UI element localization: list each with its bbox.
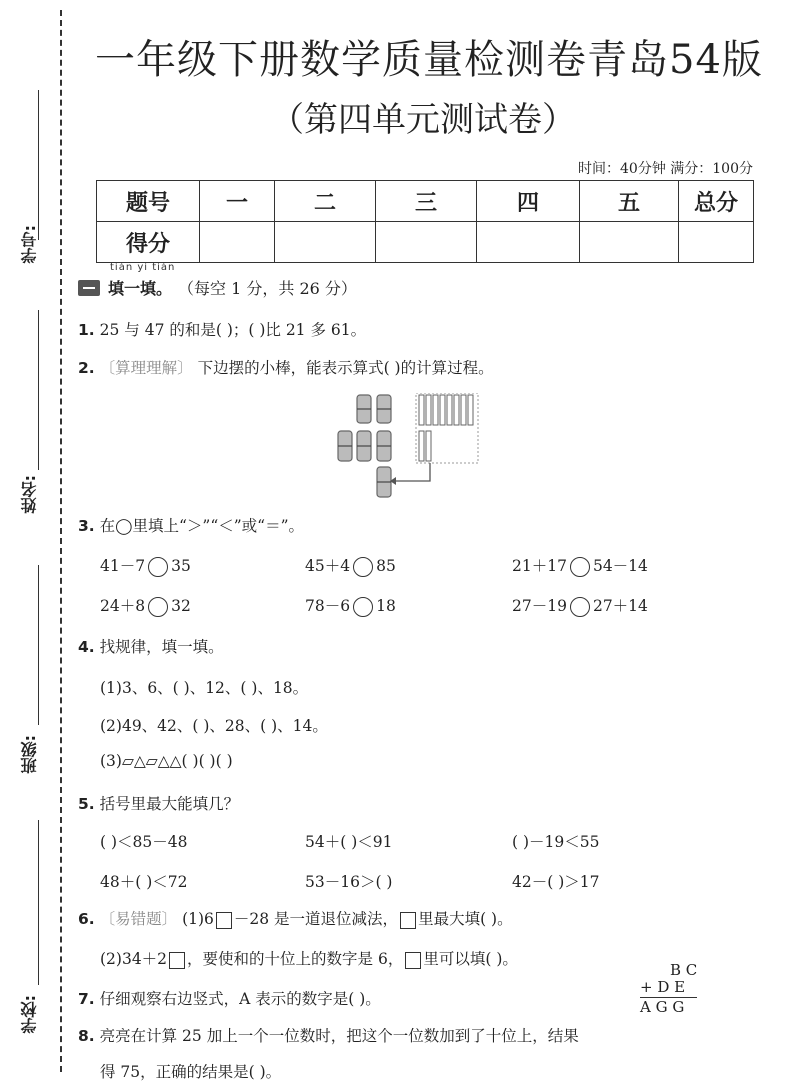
- table-cell: 一: [200, 181, 275, 222]
- table-cell: 五: [580, 181, 679, 222]
- question-number: 5.: [78, 795, 95, 813]
- score-input-cell[interactable]: [679, 222, 754, 263]
- question-text: 在◯里填上“＞”“＜”或“＝”。: [99, 517, 305, 535]
- compare-right: 32: [171, 597, 191, 615]
- score-input-cell[interactable]: [200, 222, 275, 263]
- counting-sticks-figure: [330, 393, 480, 503]
- answer-box[interactable]: [405, 952, 421, 969]
- vertical-row-2: + D E: [640, 978, 686, 996]
- pattern-line-1: (1)3、6、( )、12、( )、18。: [100, 679, 309, 697]
- question-3: [78, 514, 304, 536]
- compare-item: [512, 554, 648, 577]
- inequality-item: 53－16＞( ): [305, 873, 393, 891]
- stick-bundle: [338, 431, 352, 461]
- score-table-header-row: [97, 181, 754, 222]
- question-8-continued: 得 75，正确的结果是( )。: [100, 1063, 282, 1081]
- compare-left: 27－19: [512, 597, 567, 615]
- inequality-item: ( )＜85－48: [100, 833, 188, 851]
- binding-strip: [0, 0, 70, 1072]
- page-title: 一年级下册数学质量检测卷青岛54版: [95, 37, 763, 83]
- time-info: 时间：40分钟 满分：100分: [578, 161, 753, 177]
- compare-right: 27＋14: [592, 597, 648, 615]
- answer-circle[interactable]: [570, 597, 590, 617]
- question-number: 3.: [78, 517, 95, 535]
- inequality-item: ( )－19＜55: [512, 833, 600, 851]
- score-table: [96, 180, 754, 263]
- school-line: [38, 820, 39, 985]
- compare-left: 24＋8: [100, 597, 146, 615]
- section-note: （每空 1 分，共 26 分）: [178, 279, 357, 298]
- vertical-addition: [640, 962, 697, 1016]
- question-7: [78, 987, 381, 1009]
- stick-bundle: [377, 431, 391, 461]
- score-input-cell[interactable]: [275, 222, 376, 263]
- question-tag: 〔易错题〕: [99, 910, 178, 928]
- compare-right: 18: [376, 597, 396, 615]
- table-cell: 总分: [679, 181, 754, 222]
- answer-circle[interactable]: [148, 597, 168, 617]
- section-number-icon: [78, 280, 100, 296]
- table-cell: 三: [376, 181, 477, 222]
- class-line: [38, 565, 39, 725]
- compare-left: 78－6: [305, 597, 351, 615]
- section-heading: [78, 276, 357, 299]
- question-text: －28 是一道退位减法，: [233, 910, 399, 928]
- question-6-part-2: [100, 947, 518, 969]
- question-number: 4.: [78, 638, 95, 656]
- student-id-label: 学号:: [20, 225, 39, 264]
- table-cell: 四: [477, 181, 580, 222]
- question-text: 里最大填( )。: [418, 910, 513, 928]
- question-text: (2)34＋2: [100, 950, 168, 968]
- compare-left: 45＋4: [305, 557, 351, 575]
- table-cell: 得分: [97, 222, 200, 263]
- compare-item: [100, 554, 191, 577]
- class-label: 班级:: [20, 735, 39, 774]
- inequality-item: 42－( )＞17: [512, 873, 600, 891]
- question-4: [78, 635, 224, 657]
- question-6: [78, 907, 513, 929]
- question-number: 6.: [78, 910, 95, 928]
- score-input-cell[interactable]: [580, 222, 679, 263]
- stick-bundle: [377, 395, 391, 423]
- question-5: [78, 792, 239, 814]
- compare-left: 41－7: [100, 557, 146, 575]
- pattern-line-3: (3)▱△▱△△( )( )( ): [100, 752, 233, 770]
- answer-box[interactable]: [400, 912, 416, 929]
- stick-bundle: [357, 431, 371, 461]
- question-text: 找规律，填一填。: [99, 638, 224, 656]
- section-title: 填一填。: [108, 279, 173, 298]
- table-cell: 二: [275, 181, 376, 222]
- question-tag: 〔算理理解〕: [99, 359, 193, 377]
- table-cell: 题号: [97, 181, 200, 222]
- question-1: [78, 318, 366, 340]
- question-number: 1.: [78, 321, 95, 339]
- answer-circle[interactable]: [148, 557, 168, 577]
- pattern-line-2: (2)49、42、( )、28、( )、14。: [100, 717, 328, 735]
- question-text: 下边摆的小棒，能表示算式( )的计算过程。: [197, 359, 494, 377]
- school-label: 学校:: [20, 995, 39, 1034]
- stick-bundle: [377, 467, 391, 497]
- question-number: 8.: [78, 1027, 95, 1045]
- arrow-line: [396, 463, 430, 481]
- question-text: 里可以填( )。: [423, 950, 518, 968]
- vertical-row-3: A G G: [640, 998, 685, 1016]
- question-text: 25 与 47 的和是( )；( )比 21 多 61。: [99, 321, 367, 339]
- answer-circle[interactable]: [570, 557, 590, 577]
- compare-item: [305, 594, 396, 617]
- compare-item: [305, 554, 396, 577]
- question-number: 7.: [78, 990, 95, 1008]
- answer-circle[interactable]: [353, 557, 373, 577]
- compare-item: [512, 594, 648, 617]
- section-pinyin: tián yi tián: [110, 262, 176, 273]
- name-label: 姓名:: [20, 475, 39, 514]
- cut-line: [60, 10, 62, 1072]
- score-table-score-row: [97, 222, 754, 263]
- score-input-cell[interactable]: [376, 222, 477, 263]
- question-text: ，要使和的十位上的数字是 6，: [187, 950, 404, 968]
- compare-item: [100, 594, 191, 617]
- student-id-line: [38, 90, 39, 240]
- question-number: 2.: [78, 359, 95, 377]
- compare-left: 21＋17: [512, 557, 567, 575]
- question-text: (1)6: [182, 910, 214, 928]
- answer-box[interactable]: [216, 912, 232, 929]
- compare-right: 85: [376, 557, 396, 575]
- inequality-item: 48＋( )＜72: [100, 873, 188, 891]
- single-sticks: [419, 395, 473, 461]
- answer-box[interactable]: [169, 952, 185, 969]
- question-text: 亮亮在计算 25 加上一个一位数时，把这个一位数加到了十位上，结果: [99, 1027, 579, 1045]
- score-input-cell[interactable]: [477, 222, 580, 263]
- answer-circle[interactable]: [353, 597, 373, 617]
- vertical-row-1: B C: [670, 961, 698, 979]
- question-text: 仔细观察右边竖式，A 表示的数字是( )。: [99, 990, 381, 1008]
- compare-right: 54－14: [592, 557, 648, 575]
- question-8: [78, 1024, 579, 1046]
- question-2: [78, 356, 494, 378]
- page-subtitle: （第四单元测试卷）: [270, 100, 576, 140]
- question-text: 括号里最大能填几？: [99, 795, 240, 813]
- compare-right: 35: [171, 557, 191, 575]
- inequality-item: 54＋( )＜91: [305, 833, 393, 851]
- stick-bundle: [357, 395, 371, 423]
- name-line: [38, 310, 39, 470]
